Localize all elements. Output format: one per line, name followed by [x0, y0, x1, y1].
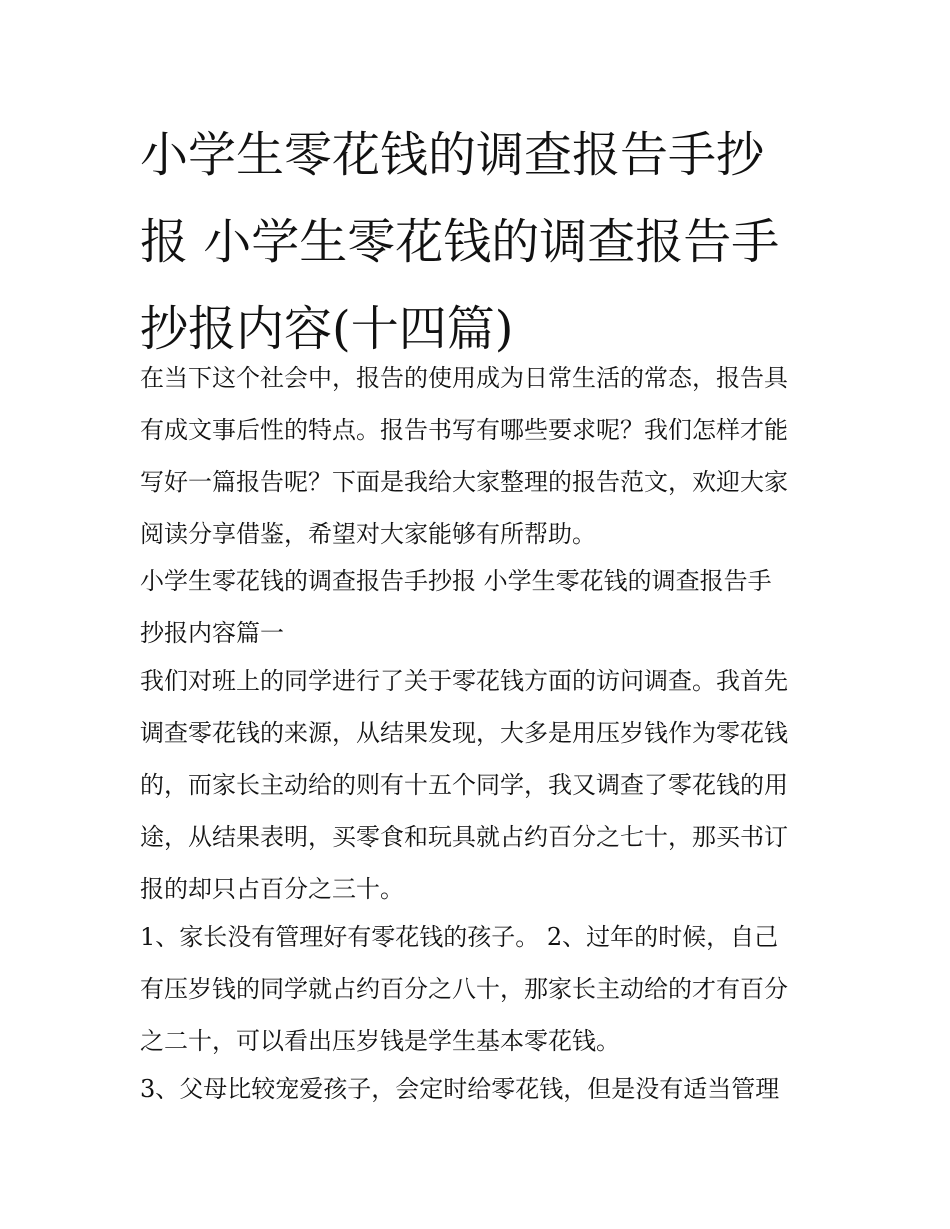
text-line: 在当下这个社会中，报告的使用成为日常生活的常态，报告具 [140, 364, 788, 392]
text-line: 有压岁钱的同学就占约百分之八十，那家长主动给的才有百分 [140, 975, 788, 1003]
text-line: 1、家长没有管理好有零花钱的孩子。 2、过年的时候，自己 [140, 923, 779, 951]
text-line: 抄报内容篇一 [140, 619, 284, 647]
list-paragraph [140, 911, 830, 1067]
text-line: 途，从结果表明，买零食和玩具就占约百分之七十，那买书订 [140, 823, 788, 851]
text-line: 调查零花钱的来源，从结果发现，大多是用压岁钱作为零花钱 [140, 719, 788, 747]
text-line: 有成文事后性的特点。报告书写有哪些要求呢？我们怎样才能 [140, 416, 788, 444]
title-line: 小学生零花钱的调查报告手抄 [140, 127, 765, 183]
text-line: 小学生零花钱的调查报告手抄报 小学生零花钱的调查报告手 [140, 567, 772, 595]
text-line: 报的却只占百分之三十。 [140, 875, 404, 903]
text-line: 写好一篇报告呢？下面是我给大家整理的报告范文，欢迎大家 [140, 468, 788, 496]
text-line: 阅读分享借鉴，希望对大家能够有所帮助。 [140, 520, 596, 548]
text-line: 3、父母比较宠爱孩子，会定时给零花钱，但是没有适当管理 [140, 1075, 780, 1103]
title-line: 抄报内容(十四篇) [140, 301, 514, 357]
intro-paragraph [140, 352, 830, 560]
body-paragraph [140, 655, 830, 915]
text-line: 之二十，可以看出压岁钱是学生基本零花钱。 [140, 1027, 620, 1055]
document-title [140, 112, 840, 373]
title-line: 报 小学生零花钱的调查报告手 [140, 214, 780, 270]
section-heading [140, 555, 830, 659]
list-paragraph [140, 1063, 830, 1115]
text-line: 的，而家长主动给的则有十五个同学，我又调查了零花钱的用 [140, 771, 788, 799]
text-line: 我们对班上的同学进行了关于零花钱方面的访问调查。我首先 [140, 667, 788, 695]
